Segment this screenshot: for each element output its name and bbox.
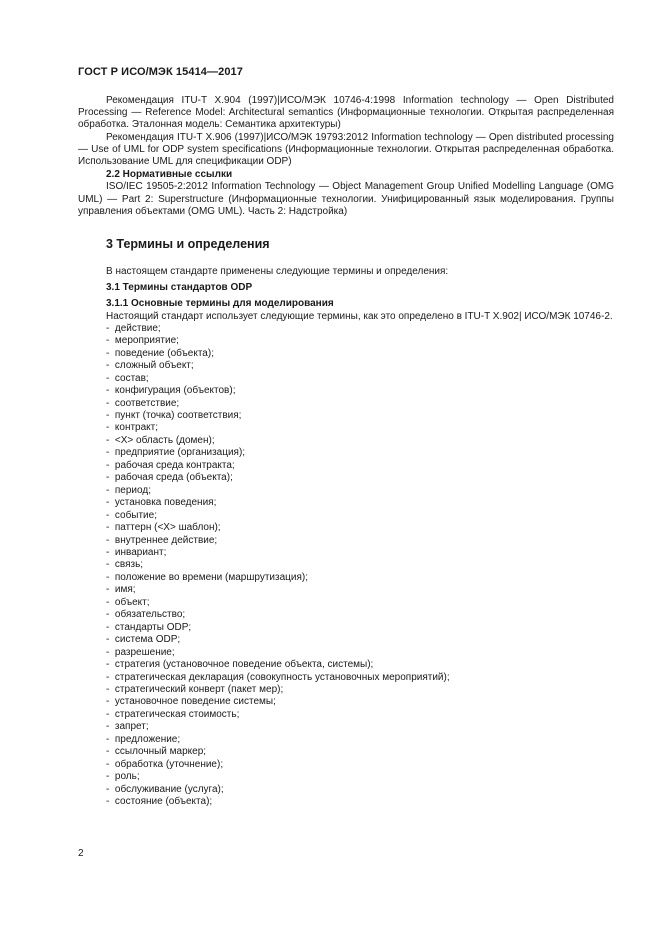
document-body	[78, 95, 614, 809]
term-list-item: - период;	[106, 485, 614, 497]
term-list-item: - сложный объект;	[106, 360, 614, 372]
term-list-item: - стратегия (установочное поведение объекта, системы);	[106, 659, 614, 671]
section-3-1-1-heading: 3.1.1 Основные термины для моделирования	[106, 298, 334, 310]
term-list-item: - стратегическая декларация (совокупность установочных мероприятий);	[106, 672, 614, 684]
term-list-item: - рабочая среда контракта;	[106, 460, 614, 472]
term-list-item: - стратегический конверт (пакет мер);	[106, 684, 614, 696]
term-list-item: - ссылочный маркер;	[106, 746, 614, 758]
term-list-item: - паттерн (<X> шаблон);	[106, 522, 614, 534]
term-list-item: - инвариант;	[106, 547, 614, 559]
term-list-item: - событие;	[106, 510, 614, 522]
term-list-item: - поведение (объекта);	[106, 348, 614, 360]
section-3-heading: 3 Термины и определения	[106, 237, 270, 252]
term-list-item: - имя;	[106, 584, 614, 596]
term-list-item: - предприятие (организация);	[106, 447, 614, 459]
term-list-item: - обслуживание (услуга);	[106, 784, 614, 796]
term-list-item: - предложение;	[106, 734, 614, 746]
term-list-item: - действие;	[106, 323, 614, 335]
term-list-item: - запрет;	[106, 721, 614, 733]
term-list-item: - конфигурация (объектов);	[106, 385, 614, 397]
document-header: ГОСТ Р ИСО/МЭК 15414—2017	[78, 66, 243, 78]
term-list-item: - установка поведения;	[106, 497, 614, 509]
term-list-item: - стратегическая стоимость;	[106, 709, 614, 721]
term-list-item: - система ODP;	[106, 634, 614, 646]
section-3-1-heading: 3.1 Термины стандартов ODP	[106, 282, 253, 294]
term-list-item: - пункт (точка) соответствия;	[106, 410, 614, 422]
section-2-2-text: ISO/IEC 19505-2:2012 Information Technology — Object Management Group Unified Modelling Language (OMG UML) — Part 2: Superstructure (Информационные технологии. Унифицированный язык моделирования. Группы управления объектами (OMG UML). Часть 2: Надстройка)	[78, 181, 614, 217]
term-list-item: - связь;	[106, 559, 614, 571]
term-list	[78, 323, 614, 809]
term-list-item: - положение во времени (маршрутизация);	[106, 572, 614, 584]
term-list-item: - контракт;	[106, 422, 614, 434]
term-list-item: - рабочая среда (объекта);	[106, 472, 614, 484]
page-number: 2	[78, 848, 84, 859]
term-list-item: - объект;	[106, 597, 614, 609]
term-list-item: - соответствие;	[106, 398, 614, 410]
section-3-1-1-text: Настоящий стандарт использует следующие термины, как это определено в ITU-T X.902| ИСО/МЭК 10746-2.	[106, 310, 613, 322]
paragraph-x904: Рекомендация ITU-T X.904 (1997)|ИСО/МЭК 10746-4:1998 Information technology — Open Distributed Processing — Reference Model: Architectural semantics (Информационные технологии. Открытая распределенная обработка. Эталонная модель: Семантика архитектуры)	[78, 95, 614, 131]
term-list-item: - установочное поведение системы;	[106, 696, 614, 708]
term-list-item: - обязательство;	[106, 609, 614, 621]
term-list-item: - обработка (уточнение);	[106, 759, 614, 771]
term-list-item: - внутреннее действие;	[106, 535, 614, 547]
term-list-item: - роль;	[106, 771, 614, 783]
section-2-2-heading: 2.2 Нормативные ссылки	[106, 169, 233, 181]
term-list-item: - мероприятие;	[106, 335, 614, 347]
term-list-item: - <X> область (домен);	[106, 435, 614, 447]
section-3-intro: В настоящем стандарте применены следующие термины и определения:	[106, 266, 449, 278]
term-list-item: - состав;	[106, 373, 614, 385]
term-list-item: - состояние (объекта);	[106, 796, 614, 808]
term-list-item: - стандарты ODP;	[106, 622, 614, 634]
paragraph-x906: Рекомендация ITU-T X.906 (1997)|ИСО/МЭК 19793:2012 Information technology — Open distributed processing — Use of UML for ODP system specifications (Информационные технологии. Открытая распределенная обработка. Использование UML для спецификации ODP)	[78, 131, 614, 168]
term-list-item: - разрешение;	[106, 647, 614, 659]
